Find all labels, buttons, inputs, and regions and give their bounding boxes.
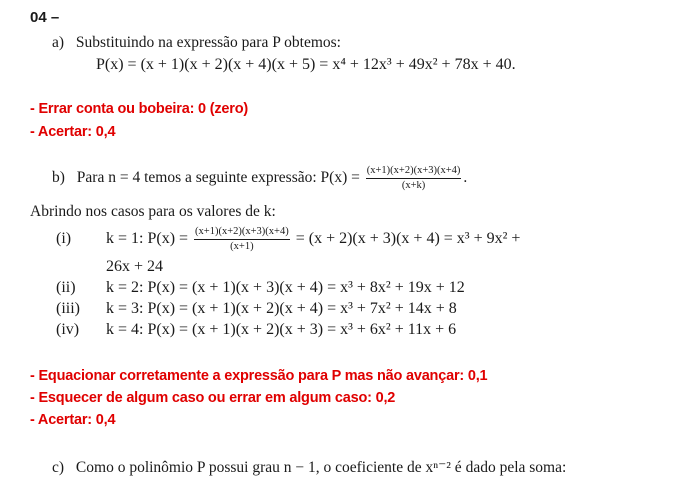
case-ii-text: k = 2: P(x) = (x + 1)(x + 3)(x + 4) = x³ + 8x² + 19x + 12 (106, 279, 465, 296)
case-iii-text: k = 3: P(x) = (x + 1)(x + 2)(x + 4) = x³ + 7x² + 14x + 8 (106, 300, 457, 317)
part-b-fraction (366, 166, 462, 191)
part-b-intro-text: Para n = 4 temos a seguinte expressão: P(x) = (76, 169, 360, 187)
part-c-text: Como o polinômio P possui grau n − 1, o coeficiente de xⁿ⁻² é dado pela soma: (75, 459, 567, 476)
case-iii-label: (iii) (56, 300, 80, 317)
part-a-intro (52, 34, 341, 52)
part-c (52, 458, 566, 477)
question-number: 04 – (30, 9, 60, 26)
part-b-fraction-numerator: (x+1)(x+2)(x+3)(x+4) (366, 166, 462, 179)
part-b-fraction-denominator: (x+k) (401, 179, 426, 191)
part-b-label: b) (52, 169, 65, 187)
case-iii (56, 300, 457, 318)
case-i-suffix: = (x + 2)(x + 3)(x + 4) = x³ + 9x² + (295, 230, 521, 248)
case-iv (56, 321, 456, 339)
part-c-label: c) (52, 459, 65, 476)
part-b-grading-1: - Equacionar corretamente a expressão para P mas não avançar: 0,1 (30, 368, 488, 384)
case-iv-text: k = 4: P(x) = (x + 1)(x + 2)(x + 3) = x³ + 6x² + 11x + 6 (106, 321, 457, 338)
part-b-grading-2: - Esquecer de algum caso ou errar em algum caso: 0,2 (30, 390, 396, 406)
case-i (56, 227, 520, 252)
case-i-fraction (194, 227, 290, 252)
part-a-intro-text: Substituindo na expressão para P obtemos: (75, 34, 341, 51)
part-b-intro (52, 166, 467, 191)
case-i-continuation: 26x + 24 (106, 258, 164, 275)
part-a-grading-2: - Acertar: 0,4 (30, 124, 116, 140)
case-iv-label: (iv) (56, 321, 80, 338)
part-b-grading-3: - Acertar: 0,4 (30, 412, 116, 428)
case-i-fraction-numerator: (x+1)(x+2)(x+3)(x+4) (194, 227, 290, 240)
part-a-formula: P(x) = (x + 1)(x + 2)(x + 4)(x + 5) = x⁴ + 12x³ + 49x² + 78x + 40. (96, 56, 516, 73)
case-ii-label: (ii) (56, 279, 76, 296)
part-a-grading-1: - Errar conta ou bobeira: 0 (zero) (30, 101, 248, 117)
part-a-label: a) (52, 34, 65, 51)
cases-intro: Abrindo nos casos para os valores de k: (30, 203, 276, 220)
case-i-fraction-denominator: (x+1) (230, 240, 254, 252)
part-b-intro-suffix: . (463, 169, 468, 187)
case-i-prefix: k = 1: P(x) = (106, 230, 189, 248)
case-ii (56, 279, 465, 297)
case-i-label: (i) (56, 230, 72, 248)
